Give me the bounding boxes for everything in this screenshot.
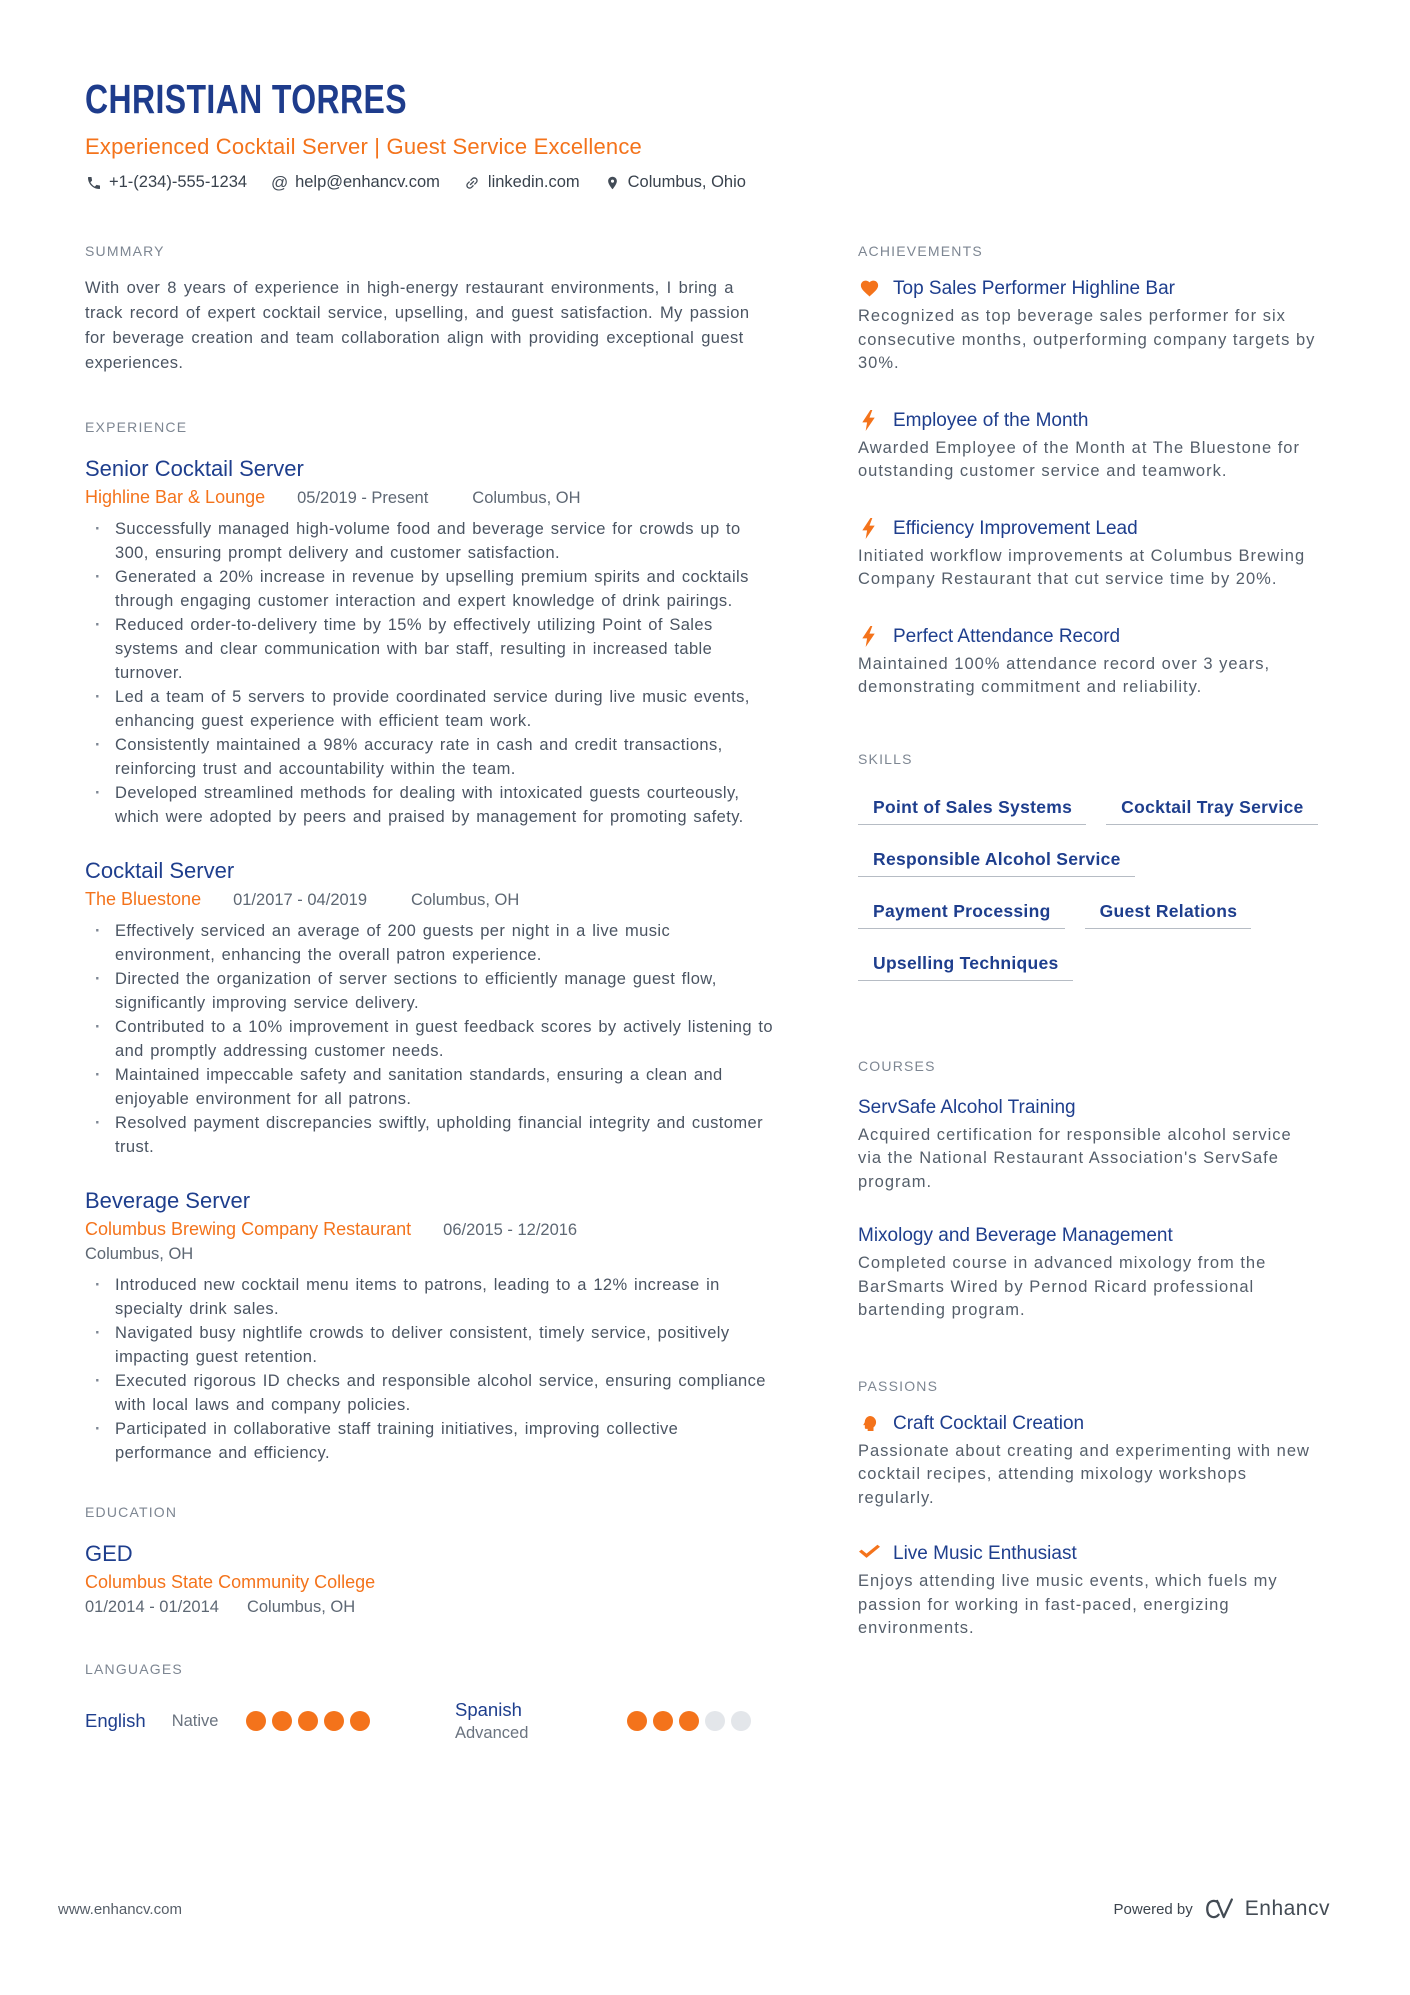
enhancv-brand-text: Enhancv (1244, 1897, 1330, 1920)
contact-phone[interactable] (85, 173, 247, 192)
achievement-item (858, 625, 1318, 700)
job-bullet: · Contributed to a 10% improvement in guest feedback scores by actively listening to and promptly addressing customer needs. (85, 1015, 775, 1063)
proficiency-dot-filled (246, 1711, 266, 1731)
left-column (85, 244, 775, 1743)
skill-tag: Responsible Alcohol Service (858, 849, 1135, 877)
proficiency-dot-filled (324, 1711, 344, 1731)
job-bullets (85, 919, 775, 1159)
skill-list (858, 797, 1318, 1005)
job-bullet: · Maintained impeccable safety and sanitation standards, ensuring a clean and enjoyable environment for all patrons. (85, 1063, 775, 1111)
right-column (858, 244, 1318, 1743)
job-title: Beverage Server (85, 1188, 251, 1213)
job-bullet: · Developed streamlined methods for dealing with intoxicated guests courteously, which were adopted by peers and praised by management for promoting safety. (85, 781, 775, 829)
job-title: Senior Cocktail Server (85, 456, 304, 481)
language-level: Native (171, 1711, 219, 1730)
summary-label: SUMMARY (85, 243, 165, 259)
proficiency-dot-filled (653, 1711, 673, 1731)
job-dates: 05/2019 - Present (297, 489, 429, 507)
lightning-icon (858, 410, 880, 431)
job-bullet: · Directed the organization of server sections to efficiently manage guest flow, significantly improving service delivery. (85, 967, 775, 1015)
contact-location (604, 173, 746, 192)
job-bullet: · Resolved payment discrepancies swiftly, upholding financial integrity and customer trust. (85, 1111, 775, 1159)
contact-email-text: help@enhancv.com (295, 173, 440, 191)
skill-tag: Cocktail Tray Service (1106, 797, 1317, 825)
job-bullets (85, 517, 775, 829)
proficiency-dot-filled (627, 1711, 647, 1731)
powered-by-label: Powered by (1113, 1900, 1193, 1918)
course-description: Completed course in advanced mixology from the BarSmarts Wired by Pernod Ricard professional bartending program. (858, 1254, 1267, 1319)
achievement-title: Efficiency Improvement Lead (893, 517, 1138, 539)
language-item (85, 1710, 455, 1732)
language-item (455, 1699, 751, 1743)
footer-website-link[interactable]: www.enhancv.com (58, 1900, 182, 1918)
enhancv-logo-icon (1203, 1896, 1237, 1922)
skill-tag: Payment Processing (858, 901, 1065, 929)
idea-head-icon (858, 1413, 880, 1434)
heart-icon (858, 278, 880, 297)
proficiency-dot-filled (350, 1711, 370, 1731)
passion-description: Enjoys attending live music events, which fuels my passion for working in fast-paced, energizing environments. (858, 1572, 1278, 1637)
job-location: Columbus, OH (472, 489, 581, 507)
contact-email[interactable] (271, 173, 440, 192)
proficiency-dot-empty (731, 1711, 751, 1731)
job-bullet: · Led a team of 5 servers to provide coordinated service during live music events, enhancing guest experience with efficient team work. (85, 685, 775, 733)
job-bullet: · Introduced new cocktail menu items to patrons, leading to a 12% increase in specialty drink sales. (85, 1273, 775, 1321)
job-bullet: · Successfully managed high-volume food and beverage service for crowds up to 300, ensuring prompt delivery and customer satisfaction. (85, 517, 775, 565)
headline: Experienced Cocktail Server | Guest Service Excellence (85, 134, 642, 159)
course-title: ServSafe Alcohol Training (858, 1096, 1076, 1118)
job-entry (85, 455, 775, 829)
job-bullet: · Consistently maintained a 98% accuracy rate in cash and credit transactions, reinforcing trust and accountability within the team. (85, 733, 775, 781)
achievement-title: Employee of the Month (893, 409, 1089, 431)
resume-header (85, 78, 1318, 192)
proficiency-dot-filled (298, 1711, 318, 1731)
powered-by (1114, 1896, 1330, 1922)
school: Columbus State Community College (85, 1572, 376, 1592)
achievement-item (858, 517, 1318, 592)
achievement-title: Top Sales Performer Highline Bar (893, 278, 1175, 299)
page-footer (58, 1896, 1330, 1922)
experience-label: EXPERIENCE (85, 419, 188, 435)
course-description: Acquired certification for responsible alcohol service via the National Restaurant Association's ServSafe program. (858, 1125, 1292, 1191)
achievement-title: Perfect Attendance Record (893, 625, 1121, 647)
proficiency-dot-filled (679, 1711, 699, 1731)
contact-row (85, 173, 1318, 192)
language-proficiency-dots (627, 1711, 751, 1731)
courses-label: COURSES (858, 1057, 936, 1074)
experience-section (85, 420, 775, 1465)
lightning-icon (858, 626, 880, 647)
job-company: Columbus Brewing Company Restaurant (85, 1219, 412, 1239)
job-entry (85, 1187, 775, 1465)
job-bullet: · Effectively serviced an average of 200 guests per night in a live music environment, enhancing the overall patron experience. (85, 919, 775, 967)
course-item (858, 1096, 1318, 1195)
education-label: EDUCATION (85, 1504, 178, 1520)
job-bullet: · Generated a 20% increase in revenue by upselling premium spirits and cocktails through engaging customer interaction and expert knowledge of drink pairings. (85, 565, 775, 613)
summary-text: With over 8 years of experience in high-energy restaurant environments, I bring a track record of expert cocktail service, upselling, and guest satisfaction. My passion for beverage creation and team collaboration align with providing exceptional guest experiences. (85, 279, 750, 372)
phone-icon (85, 174, 102, 191)
language-proficiency-dots (246, 1711, 370, 1731)
checkmark-icon (858, 1543, 880, 1560)
link-icon (464, 174, 481, 191)
job-bullet: · Navigated busy nightlife crowds to deliver consistent, timely service, positively impacting guest retention. (85, 1321, 775, 1369)
job-bullet: · Reduced order-to-delivery time by 15% by effectively utilizing Point of Sales systems and clear communication with bar staff, resulting in increased table turnover. (85, 613, 775, 685)
job-bullets (85, 1273, 775, 1465)
languages-row (85, 1699, 775, 1743)
lightning-icon (858, 518, 880, 539)
contact-linkedin-text: linkedin.com (487, 173, 580, 191)
job-location: Columbus, OH (411, 891, 520, 909)
summary-section (85, 244, 775, 376)
job-title: Cocktail Server (85, 858, 235, 883)
passion-title: Live Music Enthusiast (893, 1543, 1077, 1564)
language-name: English (85, 1710, 146, 1731)
job-meta (85, 485, 775, 510)
job-location: Columbus, OH (85, 1245, 194, 1263)
education-dates: 01/2014 - 01/2014 (85, 1598, 219, 1616)
at-icon: @ (270, 173, 289, 192)
passions-label: PASSIONS (858, 1377, 939, 1394)
achievement-item (858, 409, 1318, 484)
columns (85, 244, 1318, 1743)
enhancv-brand (1203, 1896, 1330, 1922)
achievement-description: Recognized as top beverage sales performer for six consecutive months, outperforming company targets by 30%. (858, 307, 1316, 372)
achievement-description: Maintained 100% attendance record over 3 years, demonstrating commitment and reliability. (858, 654, 1271, 696)
education-section (85, 1505, 775, 1618)
skill-tag: Guest Relations (1085, 901, 1252, 929)
achievements-section (858, 244, 1318, 700)
language-level: Advanced (455, 1724, 529, 1742)
job-company: Highline Bar & Lounge (85, 487, 266, 507)
contact-phone-text: +1-(234)-555-1234 (109, 173, 248, 191)
passion-title: Craft Cocktail Creation (893, 1412, 1085, 1434)
passion-description: Passionate about creating and experimenting with new cocktail recipes, attending mixology workshops regularly. (858, 1441, 1310, 1507)
job-bullet: · Executed rigorous ID checks and responsible alcohol service, ensuring compliance with local laws and company policies. (85, 1369, 775, 1417)
proficiency-dot-filled (272, 1711, 292, 1731)
skill-tag: Upselling Techniques (858, 953, 1073, 981)
location-pin-icon (604, 174, 621, 191)
passion-item (858, 1542, 1318, 1641)
proficiency-dot-empty (705, 1711, 725, 1731)
job-meta (85, 887, 775, 912)
skills-section (858, 752, 1318, 1005)
contact-linkedin[interactable] (464, 173, 580, 192)
passion-item (858, 1412, 1318, 1511)
degree: GED (85, 1541, 133, 1566)
passions-section (858, 1379, 1318, 1641)
skill-tag: Point of Sales Systems (858, 797, 1086, 825)
achievement-description: Initiated workflow improvements at Columbus Brewing Company Restaurant that cut service time by 20%. (858, 546, 1306, 588)
achievement-item (858, 277, 1318, 376)
skills-label: SKILLS (858, 750, 913, 767)
achievements-label: ACHIEVEMENTS (858, 243, 983, 259)
languages-label: LANGUAGES (85, 1661, 183, 1677)
page-title: CHRISTIAN TORRES (85, 76, 407, 122)
language-name: Spanish (455, 1699, 522, 1720)
job-meta (85, 1217, 775, 1242)
education-meta (85, 1596, 775, 1618)
courses-section (858, 1059, 1318, 1323)
education-location: Columbus, OH (246, 1598, 356, 1616)
contact-location-text: Columbus, Ohio (627, 173, 746, 191)
job-dates: 01/2017 - 04/2019 (233, 891, 368, 909)
job-company: The Bluestone (85, 889, 202, 909)
languages-section (85, 1662, 775, 1743)
achievement-description: Awarded Employee of the Month at The Bluestone for outstanding customer service and teamwork. (858, 438, 1300, 480)
course-title: Mixology and Beverage Management (858, 1225, 1173, 1246)
job-entry (85, 857, 775, 1159)
job-bullet: · Participated in collaborative staff training initiatives, improving collective performance and efficiency. (85, 1417, 775, 1465)
job-dates: 06/2015 - 12/2016 (443, 1221, 578, 1239)
course-item (858, 1224, 1318, 1323)
